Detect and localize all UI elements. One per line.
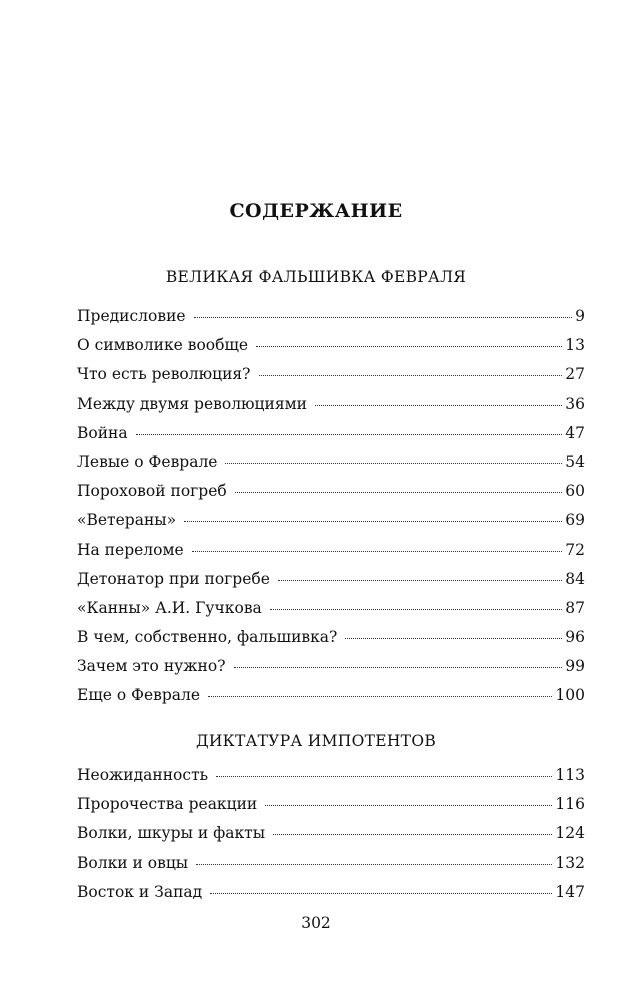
leader-dots xyxy=(194,317,573,318)
leader-dots xyxy=(235,492,563,493)
toc-entry-page: 36 xyxy=(565,394,585,413)
toc-entry xyxy=(77,795,585,824)
toc-entry xyxy=(77,541,585,570)
page-title: СОДЕРЖАНИЕ xyxy=(229,200,403,222)
leader-dots xyxy=(256,346,562,347)
toc-entry-title: «Канны» А.И. Гучкова xyxy=(77,598,262,617)
toc-entry-page: 27 xyxy=(565,365,585,384)
leader-dots xyxy=(216,776,552,777)
toc-entry-title: Восток и Запад xyxy=(77,882,203,901)
toc-entry xyxy=(77,424,585,453)
toc-entry-title: «Ветераны» xyxy=(77,511,177,530)
leader-dots xyxy=(184,521,562,522)
toc-entry-page: 113 xyxy=(555,766,585,784)
leader-dots xyxy=(210,893,552,894)
leader-dots xyxy=(196,864,552,865)
toc-entry-title: Левые о Феврале xyxy=(77,452,218,471)
toc-entry xyxy=(77,628,585,657)
toc-entry-page: 54 xyxy=(565,452,585,471)
toc-entry-title: Война xyxy=(77,423,128,442)
toc-entry-title: Еще о Феврале xyxy=(77,686,201,705)
leader-dots xyxy=(270,609,562,610)
toc-entry xyxy=(77,511,585,540)
toc-entry xyxy=(77,570,585,599)
section-title-1: ВЕЛИКАЯ ФАЛЬШИВКА ФЕВРАЛЯ xyxy=(165,268,467,286)
toc-entry xyxy=(77,365,585,394)
toc-entry-page: 60 xyxy=(565,482,585,501)
toc-entry-title: На переломе xyxy=(77,540,184,559)
toc-entry-page: 84 xyxy=(565,569,585,588)
toc-entry xyxy=(77,854,585,883)
leader-dots xyxy=(234,667,563,668)
leader-dots xyxy=(225,463,562,464)
toc-entry-title: Неожиданность xyxy=(77,766,209,784)
leader-dots xyxy=(259,375,563,376)
toc-entry xyxy=(77,336,585,365)
toc-entry-title: Зачем это нужно? xyxy=(77,657,226,676)
leader-dots xyxy=(136,434,563,435)
toc-entry-title: Между двумя революциями xyxy=(77,394,308,413)
toc-entry-title: Детонатор при погребе xyxy=(77,569,270,588)
toc-entry xyxy=(77,599,585,628)
toc-entry-page: 72 xyxy=(565,540,585,559)
toc-entry-page: 116 xyxy=(555,795,585,814)
leader-dots xyxy=(192,551,563,552)
toc-entry xyxy=(77,307,585,336)
toc-entry xyxy=(77,824,585,853)
toc-entry-page: 87 xyxy=(565,598,585,617)
leader-dots xyxy=(208,696,552,697)
toc-entry-page: 132 xyxy=(555,853,585,872)
toc-entry-page: 147 xyxy=(555,882,585,901)
toc-entry-title: Предисловие xyxy=(77,307,186,325)
toc-entry-title: В чем, собственно, фальшивка? xyxy=(77,628,338,647)
toc-entry xyxy=(77,883,585,912)
toc-entry xyxy=(77,657,585,686)
toc-entry-title: Пороховой погреб xyxy=(77,482,227,501)
toc-entry-page: 47 xyxy=(565,423,585,442)
toc-entry-page: 99 xyxy=(565,657,585,676)
toc-list-section-2 xyxy=(77,766,585,912)
toc-entry xyxy=(77,686,585,715)
page-number: 302 xyxy=(301,914,331,932)
toc-entry-page: 13 xyxy=(565,336,585,355)
toc-entry xyxy=(77,453,585,482)
toc-entry-page: 100 xyxy=(555,686,585,705)
leader-dots xyxy=(278,580,562,581)
leader-dots xyxy=(315,405,562,406)
toc-entry-title: О символике вообще xyxy=(77,336,249,355)
leader-dots xyxy=(265,805,552,806)
toc-entry xyxy=(77,766,585,795)
toc-entry-page: 124 xyxy=(555,824,585,843)
toc-entry-page: 9 xyxy=(575,307,585,325)
leader-dots xyxy=(273,834,552,835)
toc-entry-title: Пророчества реакции xyxy=(77,795,258,814)
toc-entry-page: 69 xyxy=(565,511,585,530)
toc-entry xyxy=(77,395,585,424)
section-title-2: ДИКТАТУРА ИМПОТЕНТОВ xyxy=(195,732,437,750)
toc-list-section-1 xyxy=(77,307,585,716)
toc-entry xyxy=(77,482,585,511)
leader-dots xyxy=(345,638,562,639)
toc-entry-page: 96 xyxy=(565,628,585,647)
toc-entry-title: Волки и овцы xyxy=(77,853,189,872)
toc-entry-title: Волки, шкуры и факты xyxy=(77,824,266,843)
toc-entry-title: Что есть революция? xyxy=(77,365,251,384)
